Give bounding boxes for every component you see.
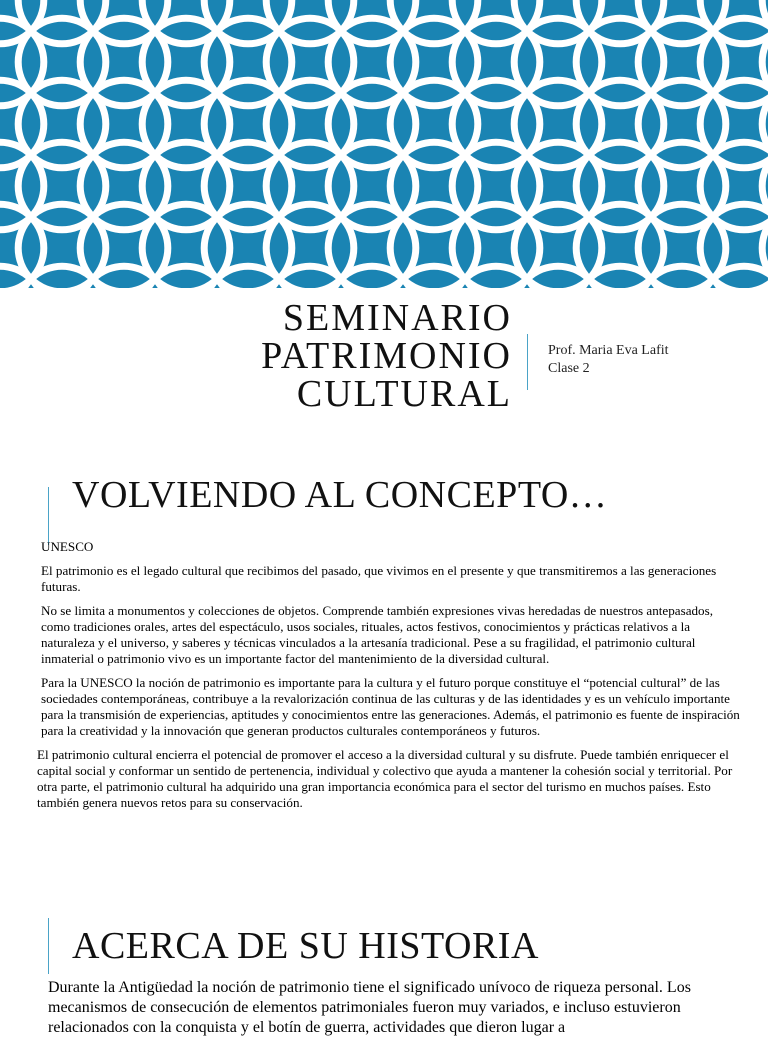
section1-paragraph: El patrimonio cultural encierra el potencial de promover el acceso a la diversidad cultural y su disfrute. Puede también enriquecer el capital social y conformar un sentido de pertenencia, individual y colectivo que ayuda a mantener la cohesión social y territorial. Por otra parte, el patrimonio cultural ha adquirido una gran importancia económica para el sector del turismo en muchos países. Esto también genera nuevos retos para su conservación. xyxy=(37,747,733,810)
title-line: SEMINARIO xyxy=(282,297,512,339)
section2-body xyxy=(48,978,728,1038)
section1-paragraph: El patrimonio es el legado cultural que recibimos del pasado, que vivimos en el presente y que transmitiremos a las generaciones futuras. xyxy=(41,563,717,594)
section2-heading: ACERCA DE SU HISTORIA xyxy=(72,925,539,967)
slide-subtitle xyxy=(548,342,669,378)
title-divider-line xyxy=(527,334,528,390)
section1-body xyxy=(37,539,741,819)
title-line: PATRIMONIO xyxy=(261,335,512,377)
section1-heading: VOLVIENDO AL CONCEPTO… xyxy=(72,474,608,516)
section1-paragraph: Para la UNESCO la noción de patrimonio es importante para la cultura y el futuro porque constituye el “potencial cultural” de las sociedades contemporáneas, contribuye a la revalorización continua de las culturas y de las identidades y es un vehículo importante para la transmisión de experiencias, aptitudes y conocimientos entre las generaciones. Además, el patrimonio es fuente de inspiración para la creatividad y la innovación que generan productos culturales contemporáneos y futuros. xyxy=(41,675,740,738)
pattern-banner xyxy=(0,0,768,288)
section1-paragraph: UNESCO xyxy=(41,539,94,554)
banner-circle-pattern xyxy=(0,0,768,288)
section2-paragraph: Durante la Antigüedad la noción de patrimonio tiene el significado unívoco de riqueza personal. Los mecanismos de consecución de elementos patrimoniales fueron muy variados, e incluso estuvieron relacionados con la conquista y el botín de guerra, actividades que dieron lugar a xyxy=(48,979,691,1036)
section1-accent-line xyxy=(48,487,49,545)
slide-title xyxy=(200,299,512,413)
section1-paragraph: No se limita a monumentos y colecciones de objetos. Comprende también expresiones vivas heredadas de nuestros antepasados, como tradiciones orales, artes del espectáculo, usos sociales, rituales, actos festivos, conocimientos y prácticas relativos a la naturaleza y el universo, y saberes y técnicas vinculados a la artesanía tradicional. Pese a su fragilidad, el patrimonio cultural inmaterial o patrimonio vivo es un importante factor del mantenimiento de la diversidad cultural. xyxy=(41,603,713,666)
section2-accent-line xyxy=(48,918,49,974)
subtitle-author: Prof. Maria Eva Lafit xyxy=(548,343,669,358)
title-line: CULTURAL xyxy=(296,373,512,415)
subtitle-class: Clase 2 xyxy=(548,361,590,376)
